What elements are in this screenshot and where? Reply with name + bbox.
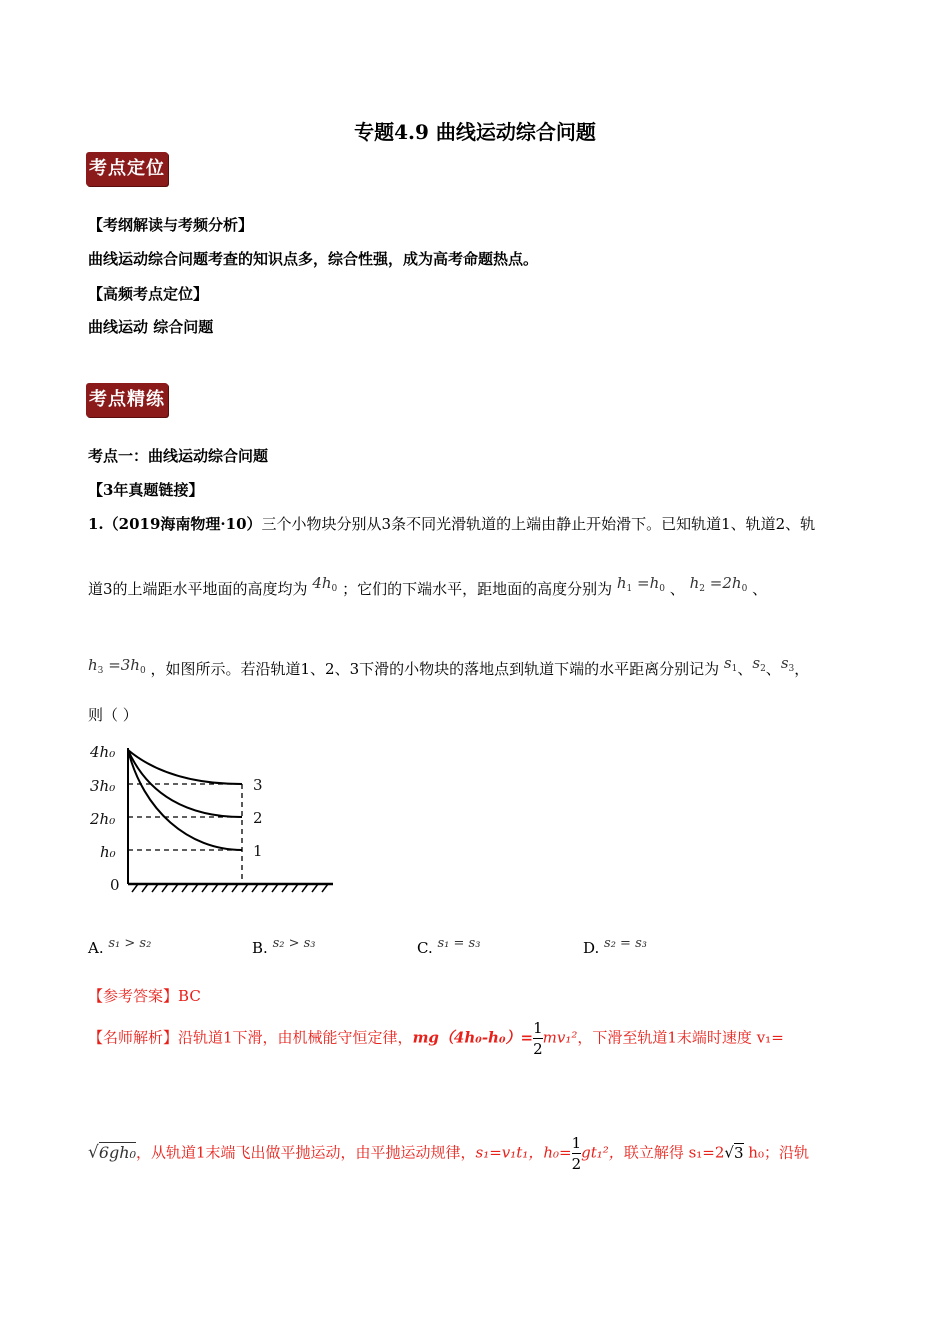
question-text-1: 三个小物块分别从3条不同光滑轨道的上端由静止开始滑下。已知轨道1、轨道2、轨 <box>261 515 816 533</box>
formula-h3: $h_3 =3h_0$ <box>88 656 146 676</box>
exam-link-heading: 【3年真题链接】 <box>88 481 204 499</box>
separator: 、 <box>752 580 768 598</box>
formula-h1: $h_1 =h_0$ <box>616 574 666 594</box>
section-badge-kaodian-jinglian: 考点精练 <box>86 383 168 417</box>
question-line-2 <box>88 573 767 599</box>
syllabus-heading: 【考纲解读与考频分析】 <box>88 216 254 234</box>
y-label-h0: h₀ <box>100 843 116 861</box>
section-badge-kaodian-dingwei: 考点定位 <box>86 152 168 186</box>
y-label-4h0: 4h₀ <box>90 743 116 761</box>
question-source: （2019海南物理·10） <box>103 515 262 533</box>
sqrt-symbol: √ <box>88 1142 99 1163</box>
point-heading: 考点一：曲线运动综合问题 <box>88 447 269 465</box>
formula-sqrt-6gh0: 6gh₀ <box>98 1142 136 1162</box>
track-label-2: 2 <box>253 809 263 827</box>
option-c-expr: s₁ = s₃ <box>437 936 481 951</box>
option-a-expr: s₁ > s₂ <box>108 936 152 951</box>
page-title: 专题4.9 曲线运动综合问题 <box>354 120 596 144</box>
answer-label: 【参考答案】 <box>88 987 179 1005</box>
formula-s1: $s_1$ <box>723 654 738 674</box>
fraction-half-2: $\frac{1}{2}$ <box>571 1134 582 1173</box>
reference-answer <box>88 986 201 1006</box>
track-label-3: 3 <box>253 776 263 794</box>
track-label-1: 1 <box>253 842 263 860</box>
analysis-line-2: √6gh₀，从轨道1末端飞出做平抛运动，由平抛运动规律，s₁=v₁t₁，h₀= $\frac{1}{2}$ gt₁²，联立解得 s₁=2√3 h₀；沿轨 <box>88 1134 809 1173</box>
question-line-3: $h_3 =3h_0$ ，如图所示。若沿轨道1、2、3下滑的小物块的落地点到轨道下端的水平距离分别记为 $s_1$、$s_2$、$s_3$， <box>88 654 810 678</box>
formula-mv: mv₁² <box>542 1028 578 1047</box>
question-text-2a: 道3的上端距水平地面的高度均为 <box>88 580 308 598</box>
analysis-label: 【名师解析】 <box>88 1028 179 1047</box>
question-text-2b: ；它们的下端水平，距地面的高度分别为 <box>342 580 613 598</box>
frequency-text: 曲线运动 综合问题 <box>88 318 214 336</box>
separator: 、 <box>669 580 685 598</box>
formula-h0: h₀= <box>543 1143 572 1162</box>
option-b-expr: s₂ > s₃ <box>272 936 316 951</box>
question-line-1 <box>88 514 815 534</box>
formula-s2: $s_2$ <box>752 654 766 674</box>
option-a[interactable]: A. s₁ > s₂ <box>88 936 152 957</box>
formula-mg: mg（4h₀-h₀）= <box>412 1028 534 1047</box>
syllabus-text: 曲线运动综合问题考查的知识点多，综合性强，成为高考命题热点。 <box>88 250 539 268</box>
option-b[interactable]: B. s₂ > s₃ <box>252 936 316 957</box>
formula-gt: gt₁²， <box>581 1143 624 1162</box>
formula-s1v1t1: s₁=v₁t₁， <box>475 1143 544 1162</box>
option-c[interactable]: C. s₁ = s₃ <box>417 936 481 957</box>
question-line-4: 则（ ） <box>88 706 138 724</box>
option-d[interactable]: D. s₂ = s₃ <box>583 936 647 957</box>
y-label-2h0: 2h₀ <box>90 810 116 828</box>
analysis-line-1: 【名师解析】沿轨道1下滑，由机械能守恒定律，mg（4h₀-h₀）= $\frac{1}{2}$ mv₁²，下滑至轨道1末端时速度 v₁= <box>88 1019 784 1058</box>
option-d-expr: s₂ = s₃ <box>604 936 647 951</box>
formula-sqrt3: 3 <box>733 1143 744 1162</box>
formula-s3: $s_3$ <box>780 654 795 674</box>
y-label-0: 0 <box>110 876 120 894</box>
question-text-3: ，如图所示。若沿轨道1、2、3下滑的小物块的落地点到轨道下端的水平距离分别记为 <box>150 660 720 678</box>
track-1 <box>128 750 242 850</box>
answer-value: BC <box>178 987 201 1005</box>
frequency-heading: 【高频考点定位】 <box>88 285 209 303</box>
fraction-half: $\frac{1}{2}$ <box>533 1019 543 1058</box>
track-figure <box>88 740 338 900</box>
formula-4h0: $4h_0$ <box>312 574 338 594</box>
formula-h2: $h_2 =2h_0$ <box>689 574 748 594</box>
y-label-3h0: 3h₀ <box>90 777 116 795</box>
question-number: 1. <box>88 515 104 533</box>
